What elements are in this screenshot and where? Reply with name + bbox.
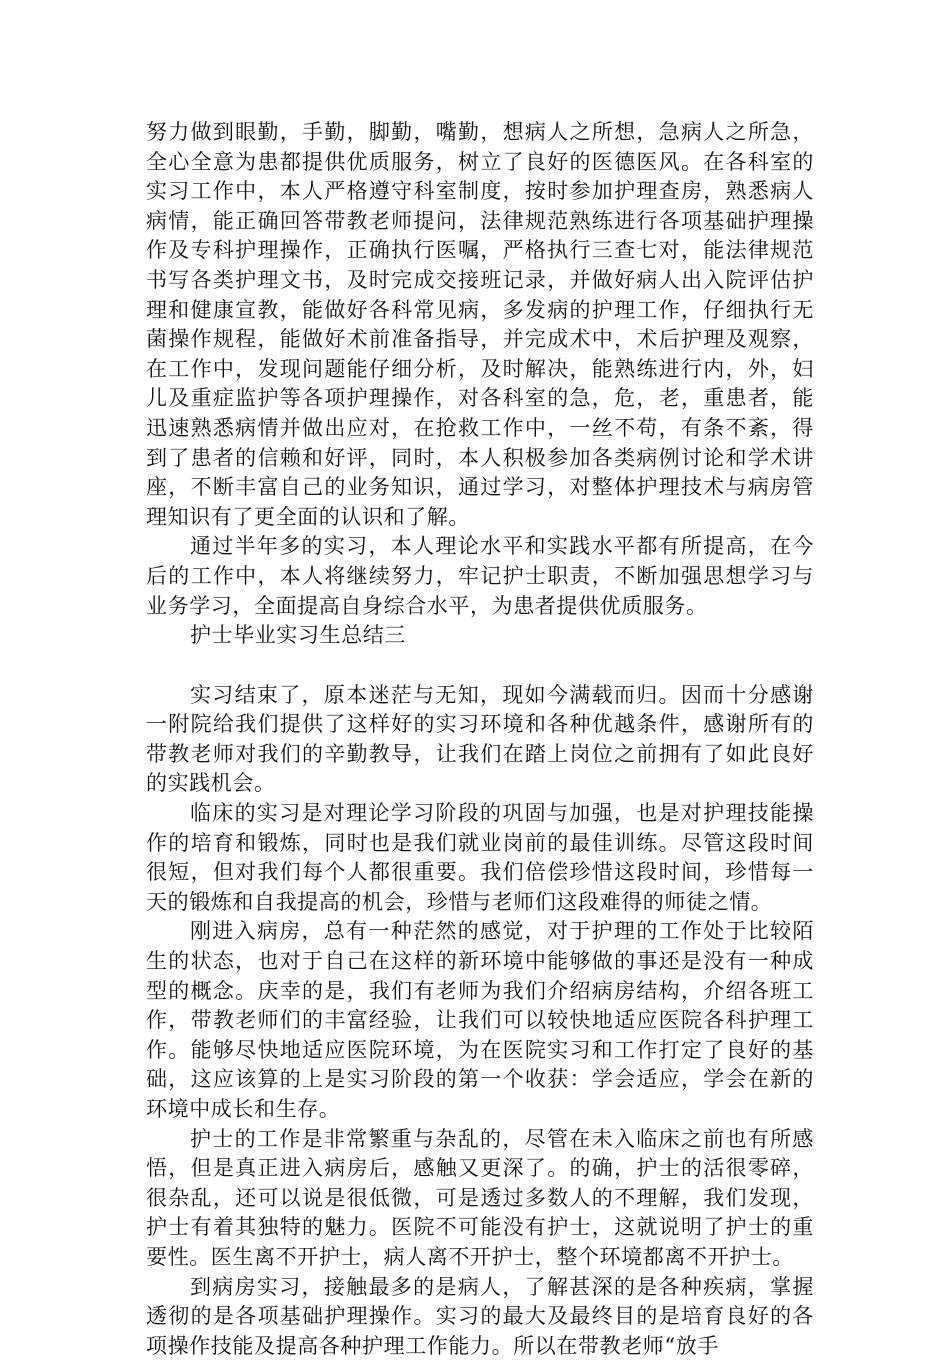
paragraph-body-2: 临床的实习是对理论学习阶段的巩固与加强，也是对护理技能操作的培育和锻炼，同时也是我们就业岗前的最佳训练。尽管这段时间很短，但对我们每个人都很重要。我们倍偿珍惜这段时间，珍惜每一天的锻炼和自我提高的机会，珍惜与老师们这段难得的师徒之情。 bbox=[146, 801, 814, 914]
document-page bbox=[146, 118, 814, 1361]
paragraph-continued: 努力做到眼勤，手勤，脚勤，嘴勤，想病人之所想，急病人之所急，全心全意为患都提供优质服务，树立了良好的医德医风。在各科室的实习工作中，本人严格遵守科室制度，按时参加护理查房，熟悉病人病情，能正确回答带教老师提问，法律规范熟练进行各项基础护理操作及专科护理操作，正确执行医嘱，严格执行三查七对，能法律规范书写各类护理文书，及时完成交接班记录，并做好病人出入院评估护理和健康宣教，能做好各科常见病，多发病的护理工作，仔细执行无菌操作规程，能做好术前准备指导，并完成术中，术后护理及观察，在工作中，发现问题能仔细分析，及时解决，能熟练进行内，外，妇儿及重症监护等各项护理操作，对各科室的急，危，老，重患者，能迅速熟悉病情并做出应对，在抢救工作中，一丝不苟，有条不紊，得到了患者的信赖和好评，同时，本人积极参加各类病例讨论和学术讲座，不断丰富自己的业务知识，通过学习，对整体护理技术与病房管理知识有了更全面的认识和了解。 bbox=[146, 120, 814, 529]
paragraph-body-4: 护士的工作是非常繁重与杂乱的，尽管在未入临床之前也有所感悟，但是真正进入病房后，感触又更深了。的确，护士的活很零碎，很杂乱，还可以说是很低微，可是透过多数人的不理解，我们发现，护士有着其独特的魅力。医院不可能没有护士，这就说明了护士的重要性。医生离不开护士，病人离不开护士，整个环境都离不开护士。 bbox=[146, 1126, 814, 1269]
section-heading: 护士毕业实习生总结三 bbox=[190, 623, 406, 648]
paragraph-body-3: 刚进入病房，总有一种茫然的感觉，对于护理的工作处于比较陌生的状态，也对于自己在这样的新环境中能够做的事还是没有一种成型的概念。庆幸的是，我们有老师为我们介绍病房结构，介绍各班工作，带教老师们的丰富经验，让我们可以较快地适应医院各科护理工作。能够尽快地适应医院环境，为在医院实习和工作打定了良好的基础，这应该算的上是实习阶段的第一个收获：学会适应，学会在新的环境中成长和生存。 bbox=[146, 919, 814, 1121]
paragraph-summary: 通过半年多的实习，本人理论水平和实践水平都有所提高，在今后的工作中，本人将继续努力，牢记护士职责，不断加强思想学习与业务学习，全面提高自身综合水平，为患者提供优质服务。 bbox=[146, 534, 814, 618]
paragraph-body-1: 实习结束了，原本迷茫与无知，现如今满载而归。因而十分感谢一附院给我们提供了这样好的实习环境和各种优越条件，感谢所有的带教老师对我们的辛勤教导，让我们在踏上岗位之前拥有了如此良好的实践机会。 bbox=[146, 682, 814, 796]
paragraph-body-5: 到病房实习，接触最多的是病人，了解甚深的是各种疾病，掌握透彻的是各项基础护理操作。实习的最大及最终目的是培育良好的各项操作技能及提高各种护理工作能力。所以在带教老师“放手 bbox=[146, 1274, 814, 1358]
